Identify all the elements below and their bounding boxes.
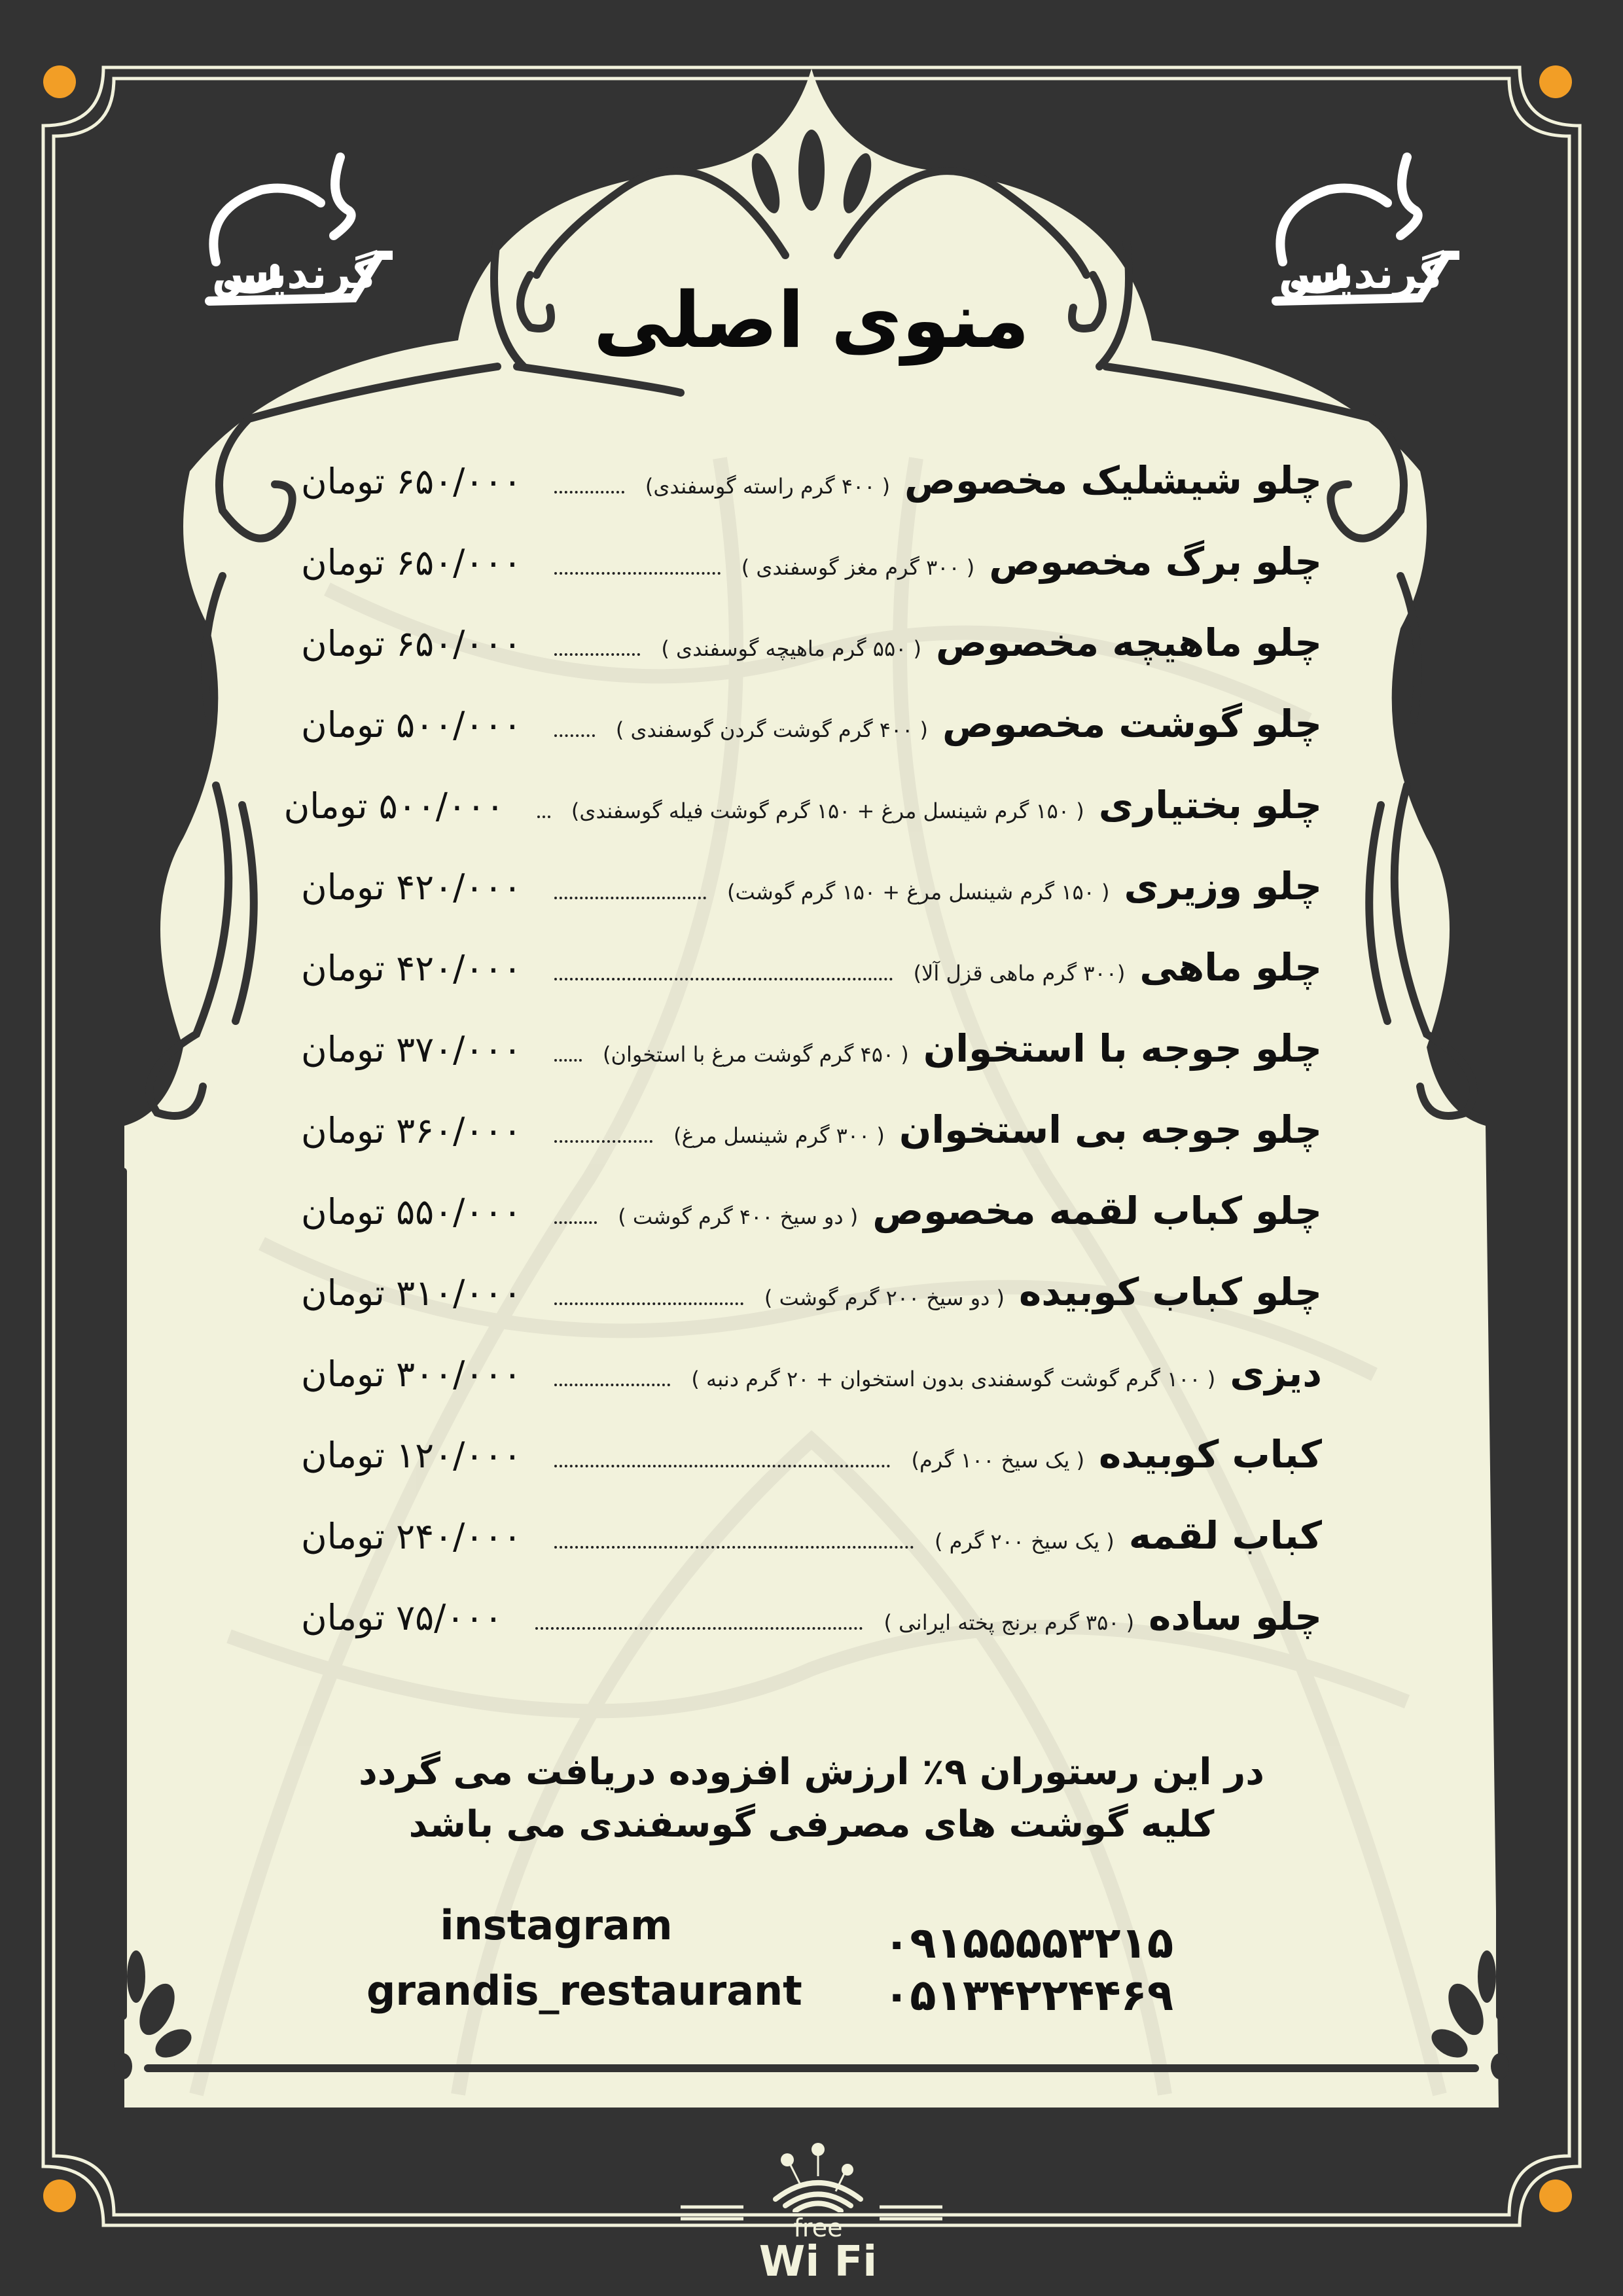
menu-item-desc: ( ۱۵۰ گرم شینسل مرغ + ۱۵۰ گرم گوشت) [727, 880, 1110, 905]
menu-item-name: چلو بختیاری [1098, 783, 1322, 827]
menu-item-desc: ( یک سیخ ۱۰۰ گرم) [911, 1448, 1085, 1473]
menu-item-name: چلو ماهی [1139, 945, 1322, 990]
menu-item-price: ۳۱۰/۰۰۰ تومان [301, 1272, 522, 1314]
meat-note: کلیه گوشت های مصرفی گوسفندی می باشد [408, 1803, 1215, 1846]
menu-item-price: ۱۲۰/۰۰۰ تومان [301, 1435, 522, 1476]
menu-item [301, 1351, 1322, 1432]
menu-list [283, 458, 1322, 1676]
menu-item-name: چلو کباب لقمه مخصوص [872, 1189, 1322, 1233]
menu-item-desc: ( ۴۵۰ گرم گوشت مرغ با استخوان) [602, 1042, 909, 1067]
menu-item [301, 864, 1322, 945]
menu-item-name: چلو جوجه با استخوان [923, 1026, 1322, 1071]
wifi-icon [769, 2140, 867, 2212]
menu-item-name: کباب لقمه [1128, 1513, 1322, 1558]
menu-item-price: ۳۶۰/۰۰۰ تومان [301, 1110, 522, 1151]
phone-mobile[interactable]: ۰۹۱۵۵۵۵۳۲۱۵ [883, 1918, 1174, 1968]
menu-item [301, 620, 1322, 702]
menu-item [301, 1107, 1322, 1189]
menu-item-desc: ( ۱۰۰ گرم گوشت گوسفندی بدون استخوان + ۲۰ گرم دنبه ) [691, 1367, 1216, 1391]
menu-item [301, 1026, 1322, 1107]
menu-item-price: ۵۵۰/۰۰۰ تومان [301, 1191, 522, 1232]
menu-item-desc: ( ۴۰۰ گرم گوشت گردن گوسفندی ) [615, 717, 928, 742]
menu-item-desc: ( دو سیخ ۲۰۰ گرم گوشت ) [764, 1285, 1005, 1310]
dot-leader [554, 978, 892, 980]
menu-item [283, 783, 1322, 864]
menu-item-price: ۳۰۰/۰۰۰ تومان [301, 1354, 522, 1395]
dot-leader [554, 734, 594, 737]
menu-item-name: دیزی [1230, 1351, 1322, 1395]
dot-leader [554, 1059, 582, 1062]
svg-text:گرندیس: گرندیس [211, 250, 378, 298]
dot-leader [537, 816, 550, 818]
menu-item [301, 1270, 1322, 1351]
menu-item-desc: ( ۵۵۰ گرم ماهیچه گوسفندی ) [661, 636, 921, 661]
menu-item-desc: ( دو سیخ ۴۰۰ گرم گوشت ) [618, 1204, 859, 1229]
menu-item-desc: (۳۰۰ گرم ماهی قزل آلا) [913, 961, 1126, 986]
menu-item-price: ۵۰۰/۰۰۰ تومان [283, 785, 505, 827]
menu-item-price: ۶۵۰/۰۰۰ تومان [301, 461, 522, 502]
menu-item-name: کباب کوبیده [1099, 1432, 1322, 1477]
menu-item-name: چلو گوشت مخصوص [942, 702, 1322, 746]
dot-leader [554, 1465, 890, 1467]
menu-item-price: ۳۷۰/۰۰۰ تومان [301, 1029, 522, 1070]
menu-item [301, 458, 1322, 539]
dot-leader [554, 572, 720, 575]
menu-item [301, 1432, 1322, 1513]
free-wifi-badge [746, 2140, 890, 2286]
dot-leader [554, 1140, 652, 1143]
menu-item-name: چلو برگ مخصوص [989, 539, 1322, 584]
menu-item-desc: ( ۳۵۰ گرم برنج پخته ایرانی ) [883, 1610, 1135, 1635]
vat-note: در این رستوران ۹٪ ارزش افزوده دریافت می گردد [359, 1751, 1264, 1793]
menu-item-price: ۶۵۰/۰۰۰ تومان [301, 623, 522, 664]
menu-item-price: ۲۴۰/۰۰۰ تومان [301, 1516, 522, 1557]
menu-item-name: چلو کباب کوبیده [1019, 1270, 1322, 1314]
dot-leader [554, 1384, 670, 1386]
menu-item [301, 702, 1322, 783]
menu-item-price: ۵۰۰/۰۰۰ تومان [301, 704, 522, 745]
menu-item-name: چلو جوجه بی استخوان [899, 1107, 1322, 1152]
menu-item-price: ۷۵/۰۰۰ تومان [301, 1597, 503, 1638]
menu-item-price: ۶۵۰/۰۰۰ تومان [301, 542, 522, 583]
dot-leader [554, 653, 640, 656]
menu-item-desc: ( یک سیخ ۲۰۰ گرم ) [934, 1529, 1115, 1554]
menu-item-name: چلو ماهیچه مخصوص [935, 620, 1322, 665]
dot-leader [554, 1546, 914, 1549]
wifi-label: Wi Fi [758, 2238, 878, 2286]
page-title: منوی اصلی [593, 275, 1030, 365]
instagram-handle[interactable]: grandis_restaurant [366, 1967, 802, 2015]
menu-item [301, 1189, 1322, 1270]
phone-landline[interactable]: ۰۵۱۳۴۲۲۴۴۶۹ [883, 1970, 1174, 2020]
dot-leader [554, 897, 706, 899]
menu-item-desc: ( ۳۰۰ گرم مغز گوسفندی ) [741, 555, 975, 580]
menu-item [301, 945, 1322, 1026]
menu-item [301, 1594, 1322, 1676]
dot-leader [554, 491, 624, 493]
menu-item [301, 1513, 1322, 1594]
menu-item-name: چلو ساده [1149, 1594, 1322, 1639]
menu-item-desc: ( ۴۰۰ گرم راسته گوسفندی) [645, 474, 891, 499]
menu-item-name: چلو وزیری [1124, 864, 1322, 908]
dot-leader [554, 1221, 597, 1224]
wifi-free-label: free [793, 2214, 843, 2242]
menu-item-price: ۴۲۰/۰۰۰ تومان [301, 948, 522, 989]
menu-item-desc: ( ۳۰۰ گرم شینسل مرغ) [673, 1123, 885, 1148]
instagram-label: instagram [440, 1901, 673, 1949]
menu-item-price: ۴۲۰/۰۰۰ تومان [301, 867, 522, 908]
menu-item [301, 539, 1322, 620]
menu-item-desc: ( ۱۵۰ گرم شینسل مرغ + ۱۵۰ گرم گوشت فیله گوسفندی) [571, 798, 1084, 823]
svg-text:گرندیس: گرندیس [1278, 250, 1444, 298]
dot-leader [554, 1302, 743, 1305]
menu-item-name: چلو شیشلیک مخصوص [904, 458, 1322, 503]
dot-leader [535, 1627, 863, 1630]
